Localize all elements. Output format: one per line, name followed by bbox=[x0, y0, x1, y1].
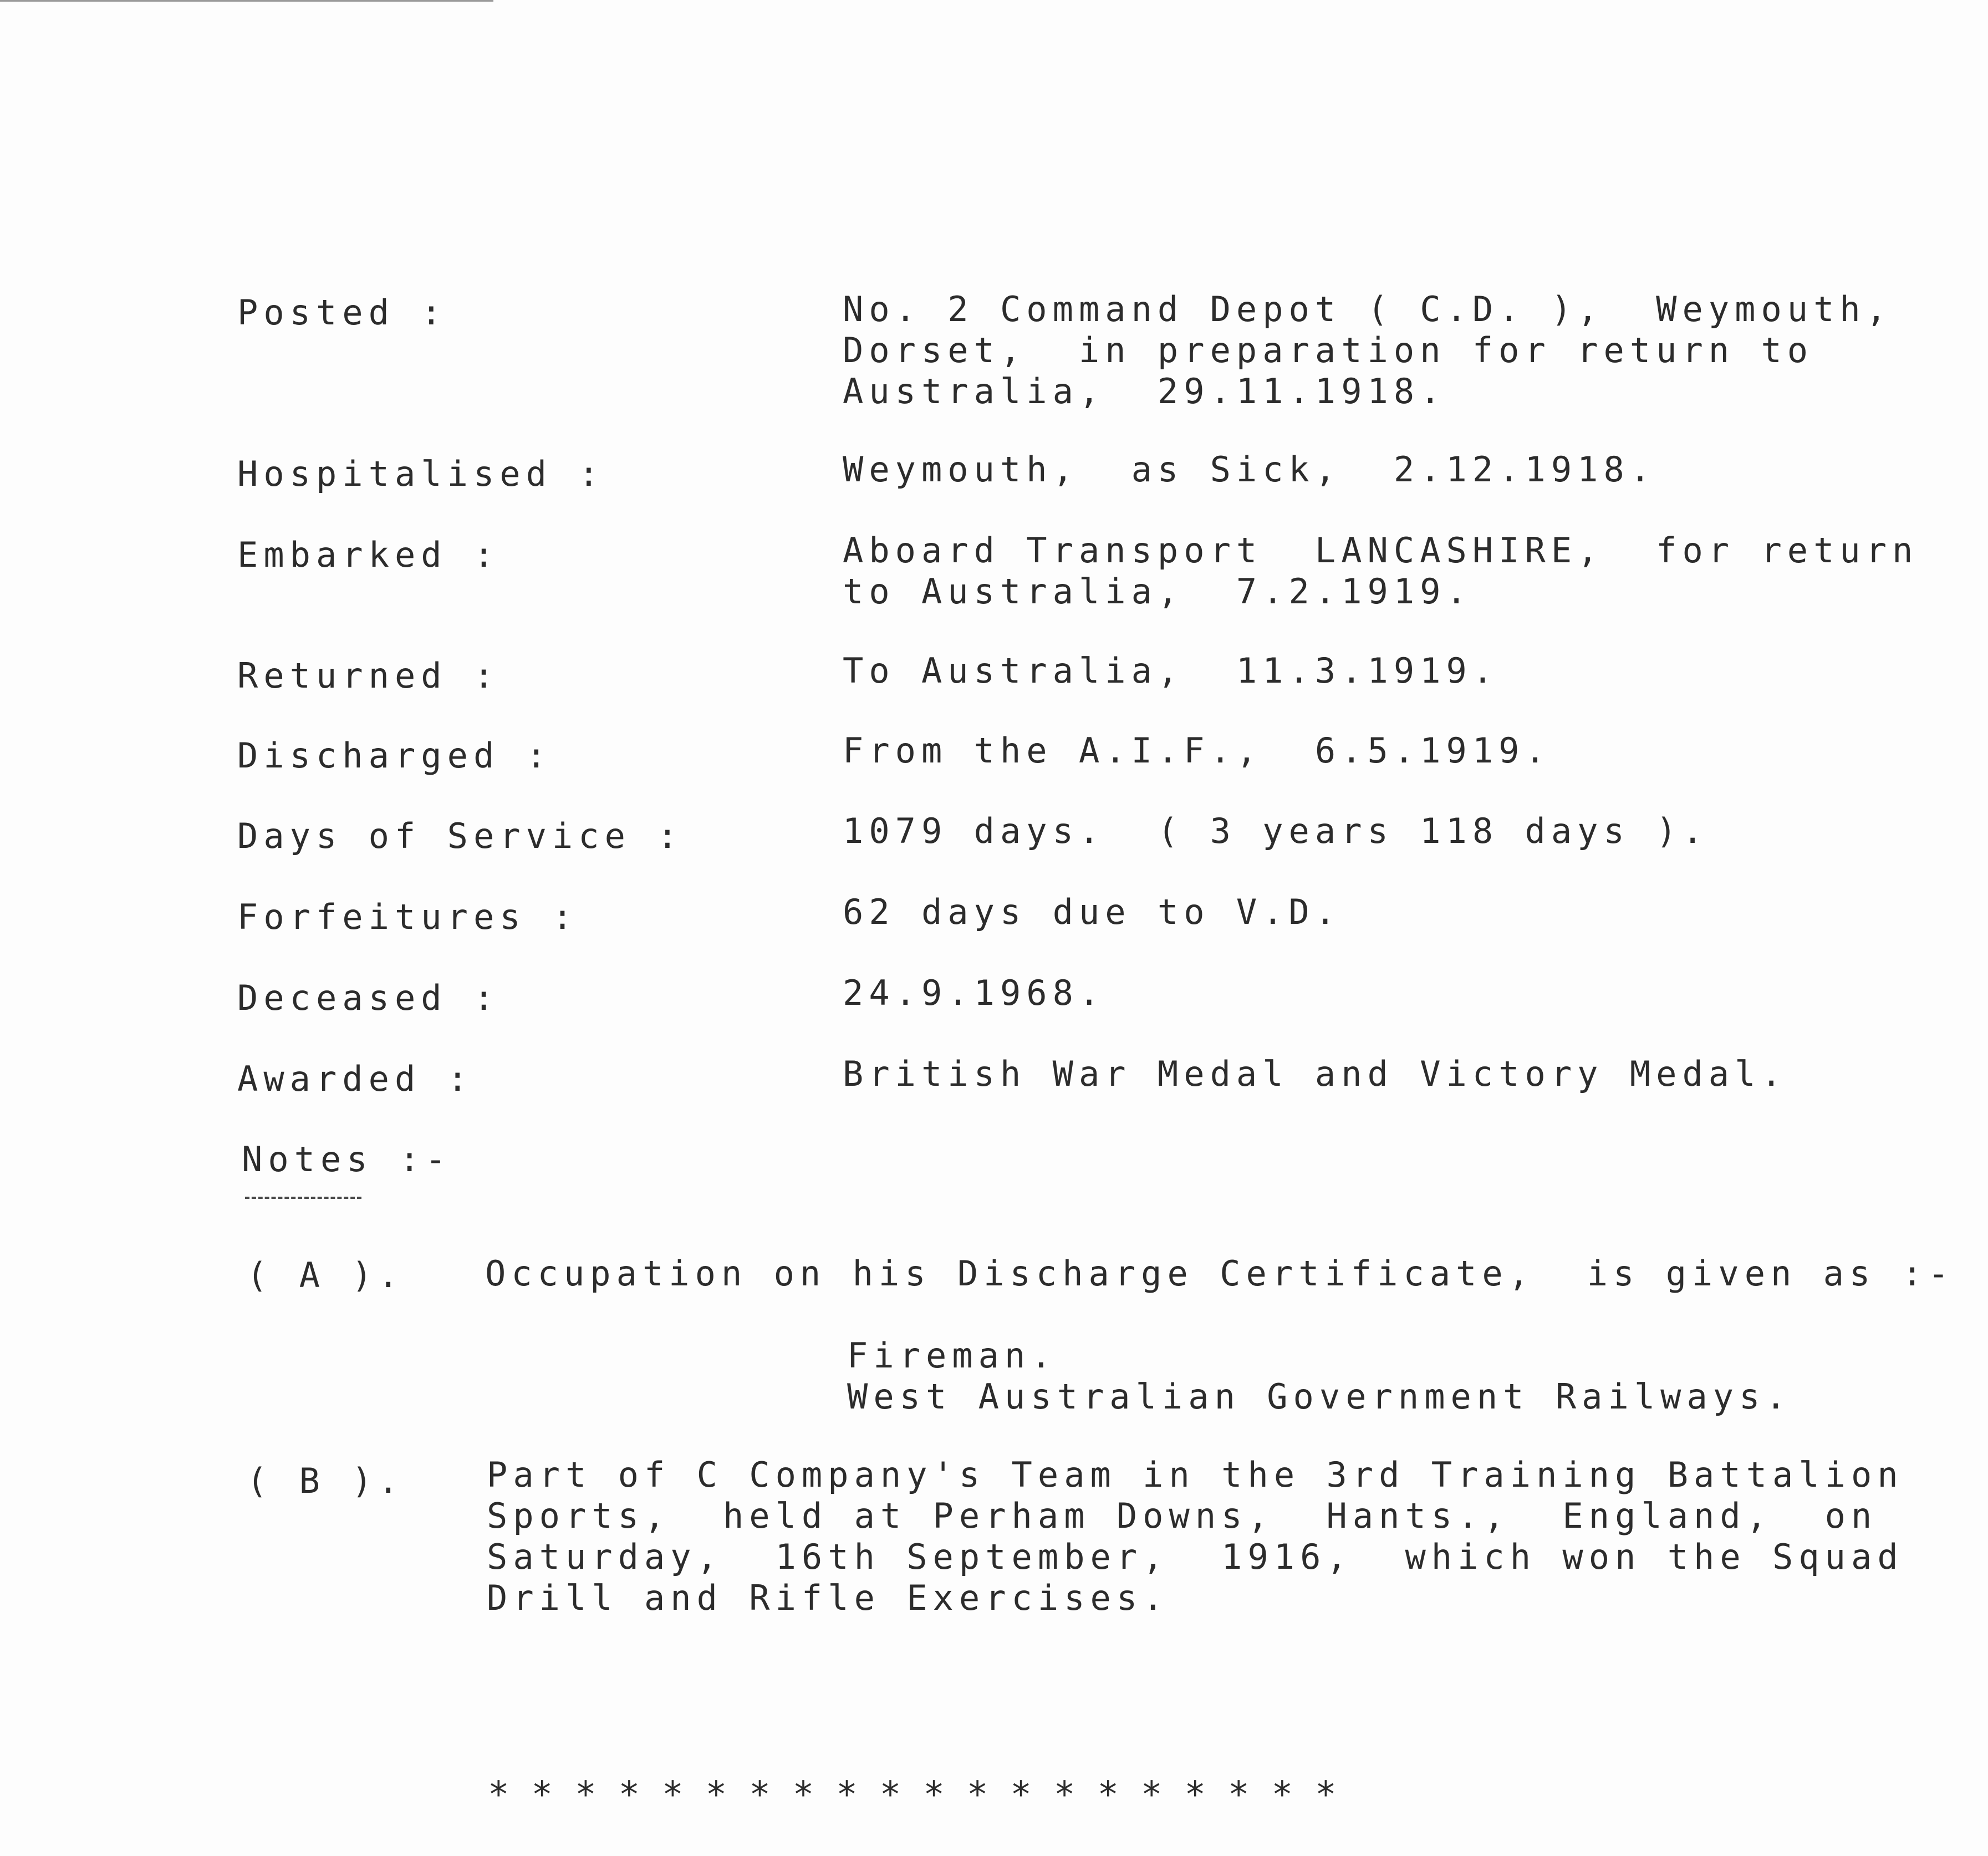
note-b-text: Part of C Company's Team in the 3rd Training Battalion Sports, held at Perham Downs, Hants., England, on Saturday, 16th September, 1916, which won the Squad Drill and Rifle Exercises. bbox=[487, 1455, 1904, 1618]
label-forfeitures: Forfeitures : bbox=[237, 897, 579, 937]
value-discharged: From the A.I.F., 6.5.1919. bbox=[843, 730, 1551, 771]
label-hospitalised: Hospitalised : bbox=[237, 454, 605, 494]
note-b-tag: ( B ). bbox=[247, 1461, 404, 1501]
page-edge-line bbox=[0, 0, 493, 2]
note-a-text: Occupation on his Discharge Certificate, is given as :- bbox=[485, 1253, 1955, 1294]
value-hospitalised: Weymouth, as Sick, 2.12.1918. bbox=[843, 449, 1656, 490]
label-days-of-service: Days of Service : bbox=[237, 816, 684, 856]
value-posted: No. 2 Command Depot ( C.D. ), Weymouth, Dorset, in preparation for return to Australia, 29.11.1918. bbox=[843, 289, 1893, 411]
label-discharged: Discharged : bbox=[237, 735, 552, 776]
label-posted: Posted : bbox=[237, 292, 447, 333]
value-forfeitures: 62 days due to V.D. bbox=[843, 892, 1342, 932]
value-returned: To Australia, 11.3.1919. bbox=[843, 650, 1499, 691]
label-deceased: Deceased : bbox=[237, 978, 500, 1018]
footer-asterisk-separator: ******************** bbox=[488, 1774, 1359, 1816]
label-returned: Returned : bbox=[237, 655, 500, 696]
value-awarded: British War Medal and Victory Medal. bbox=[843, 1054, 1787, 1094]
notes-heading-underline bbox=[245, 1197, 361, 1199]
label-awarded: Awarded : bbox=[237, 1059, 473, 1099]
note-a-detail: Fireman. West Australian Government Railways. bbox=[847, 1335, 1792, 1417]
label-embarked: Embarked : bbox=[237, 535, 500, 575]
value-days-of-service: 1079 days. ( 3 years 118 days ). bbox=[843, 811, 1709, 851]
note-a-tag: ( A ). bbox=[247, 1255, 404, 1295]
notes-heading: Notes :- bbox=[242, 1139, 452, 1179]
value-embarked: Aboard Transport LANCASHIRE, for return to Australia, 7.2.1919. bbox=[843, 530, 1919, 612]
value-deceased: 24.9.1968. bbox=[843, 973, 1105, 1013]
